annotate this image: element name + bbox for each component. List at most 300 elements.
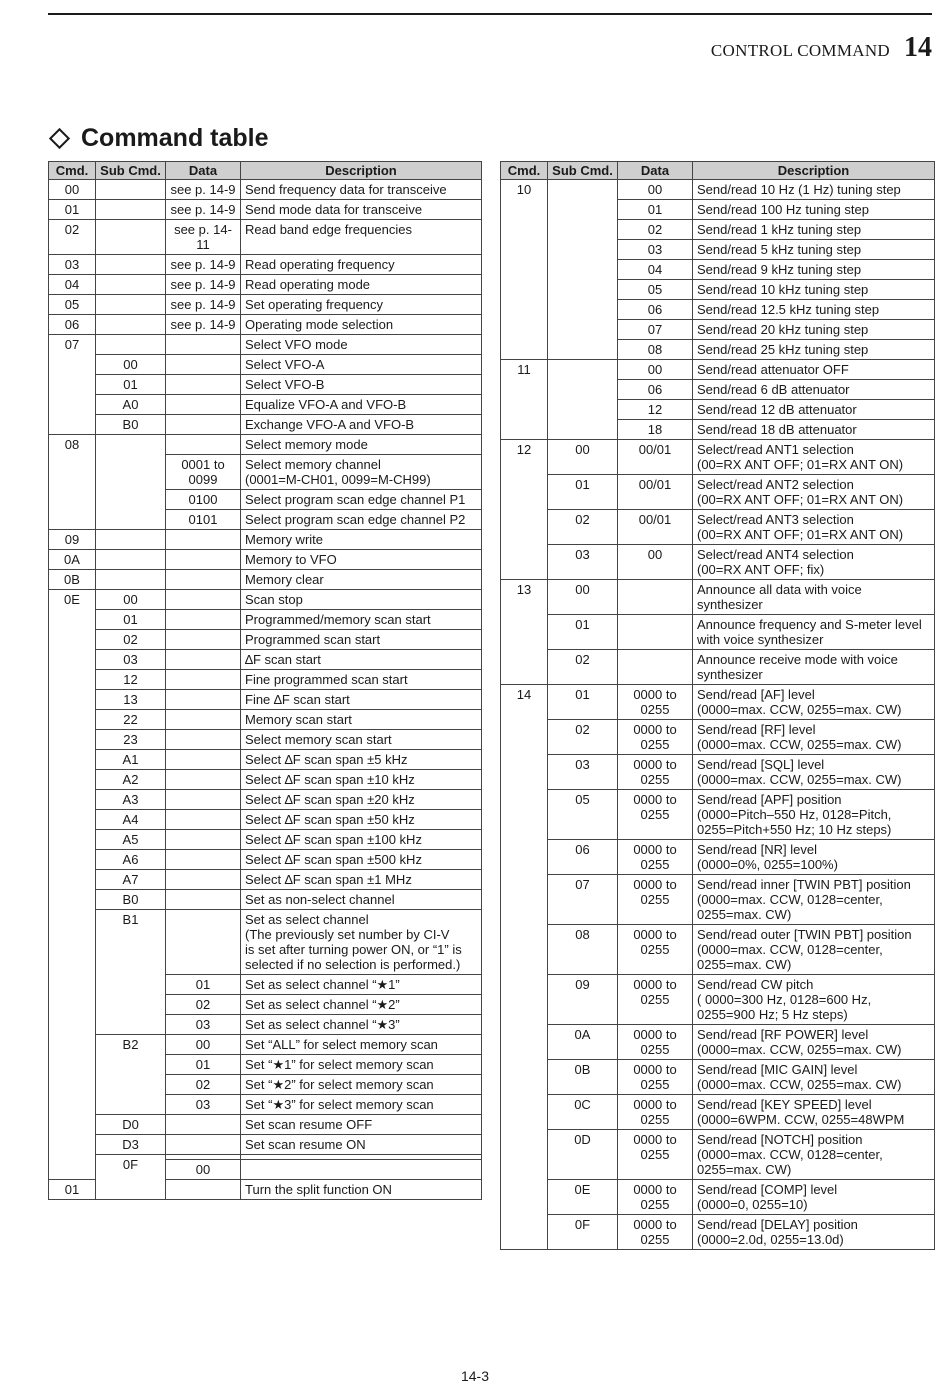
description-cell: [241, 910, 482, 975]
cmd-cell: [501, 180, 548, 360]
description-cell: [241, 435, 482, 455]
data-cell: [618, 615, 693, 650]
data-cell-text: see p. 14-9: [170, 277, 236, 292]
description-cell: [693, 220, 935, 240]
sub-cmd-cell-text: B2: [122, 1037, 139, 1052]
description-cell-text: Set as non-select channel: [245, 892, 395, 907]
sub-cmd-cell: [548, 925, 618, 975]
table-row: [49, 395, 482, 415]
description-cell-text: Send/read [KEY SPEED] level (0000=6WPM. CCW, 0255=48WPM: [697, 1097, 905, 1127]
data-cell: [618, 220, 693, 240]
description-cell-text: Read operating frequency: [245, 257, 395, 272]
cmd-cell-text: 0A: [64, 552, 80, 567]
sub-cmd-cell-text: 02: [575, 512, 590, 527]
data-cell: [618, 180, 693, 200]
data-cell-text: see p. 14-11: [174, 222, 232, 252]
sub-cmd-cell-text: 01: [575, 477, 590, 492]
data-cell-text: 00: [195, 1037, 211, 1052]
data-cell: [166, 630, 241, 650]
header-sub-cmd: Sub Cmd.: [548, 162, 618, 180]
sub-cmd-cell-text: A4: [122, 812, 139, 827]
data-cell: [166, 690, 241, 710]
description-cell: [241, 710, 482, 730]
data-cell: [618, 925, 693, 975]
table-row: [49, 890, 482, 910]
data-cell: [166, 395, 241, 415]
description-cell-text: Send/read [MIC GAIN] level (0000=max. CCW, 0255=max. CW): [697, 1062, 902, 1092]
sub-cmd-cell: [96, 530, 166, 550]
description-cell: [241, 630, 482, 650]
data-cell: [618, 300, 693, 320]
data-cell-text: 12: [647, 402, 663, 417]
description-cell-text: Set “★3” for select memory scan: [245, 1097, 434, 1112]
sub-cmd-cell: [548, 755, 618, 790]
data-cell-text: 02: [647, 222, 663, 237]
sub-cmd-cell: [96, 435, 166, 530]
sub-cmd-cell: [96, 590, 166, 610]
sub-cmd-cell-text: 02: [575, 722, 590, 737]
data-cell: [618, 790, 693, 840]
sub-cmd-cell-text: B0: [122, 892, 139, 907]
data-cell: [166, 315, 241, 335]
cmd-cell: [49, 335, 96, 435]
data-cell: [618, 685, 693, 720]
sub-cmd-cell: [96, 890, 166, 910]
description-cell-text: Select/read ANT2 selection (00=RX ANT OFF; 01=RX ANT ON): [697, 477, 904, 507]
sub-cmd-cell: [548, 1060, 618, 1095]
sub-cmd-cell: [96, 570, 166, 590]
data-cell-text: 0000 to 0255: [633, 757, 677, 787]
data-cell: [166, 850, 241, 870]
sub-cmd-cell-text: 0D: [574, 1132, 591, 1147]
data-cell: [166, 550, 241, 570]
cmd-cell-text: 00: [64, 182, 80, 197]
description-cell-text: Send/read [DELAY] position (0000=2.0d, 0255=13.0d): [697, 1217, 858, 1247]
table-row: [501, 755, 935, 790]
description-cell-text: Memory write: [245, 532, 324, 547]
description-cell: [241, 975, 482, 995]
data-cell: [618, 580, 693, 615]
sub-cmd-cell: [96, 730, 166, 750]
sub-cmd-cell: [548, 975, 618, 1025]
table-row: [501, 475, 935, 510]
description-cell-text: Set “★1” for select memory scan: [245, 1057, 434, 1072]
description-cell-text: Operating mode selection: [245, 317, 394, 332]
sub-cmd-cell-text: 0E: [574, 1182, 591, 1197]
sub-cmd-cell-text: A5: [122, 832, 139, 847]
section-heading: [48, 124, 269, 153]
data-cell: [618, 1180, 693, 1215]
table-row: [501, 925, 935, 975]
table-row: [49, 335, 482, 355]
description-cell: [693, 685, 935, 720]
data-cell: [618, 875, 693, 925]
sub-cmd-cell-text: 0B: [574, 1062, 591, 1077]
cmd-cell: [501, 685, 548, 1250]
sub-cmd-cell: [548, 840, 618, 875]
sub-cmd-cell-text: 23: [123, 732, 138, 747]
description-cell-text: Set as select channel “★2”: [245, 997, 400, 1012]
table-row: [501, 1130, 935, 1180]
sub-cmd-cell-text: 22: [123, 712, 138, 727]
sub-cmd-cell: [548, 1130, 618, 1180]
cmd-cell-text: 08: [64, 437, 80, 452]
description-cell: [241, 550, 482, 570]
table-row: [49, 630, 482, 650]
command-table-left: [48, 161, 482, 1200]
sub-cmd-cell: [548, 650, 618, 685]
description-cell-text: Select memory mode: [245, 437, 368, 452]
table-row: [501, 580, 935, 615]
data-cell: [618, 755, 693, 790]
data-cell-text: 00/01: [638, 477, 672, 492]
sub-cmd-cell: [548, 790, 618, 840]
description-cell-text: Send mode data for transceive: [245, 202, 423, 217]
description-cell: [693, 1095, 935, 1130]
data-cell-text: 04: [647, 262, 663, 277]
sub-cmd-cell: [96, 850, 166, 870]
cmd-cell: [501, 580, 548, 685]
cmd-cell-text: 01: [64, 1182, 80, 1197]
table-row: [49, 670, 482, 690]
table-row: [501, 440, 935, 475]
diamond-icon: [49, 128, 70, 149]
sub-cmd-cell-text: 02: [575, 652, 590, 667]
description-cell: [241, 295, 482, 315]
description-cell: [241, 395, 482, 415]
sub-cmd-cell-text: 03: [123, 652, 138, 667]
description-cell: [693, 420, 935, 440]
table-row: [49, 570, 482, 590]
sub-cmd-cell-text: 0C: [574, 1097, 591, 1112]
table-row: [49, 255, 482, 275]
data-cell: [166, 335, 241, 355]
data-cell-text: 00: [647, 182, 663, 197]
description-cell: [241, 730, 482, 750]
sub-cmd-cell-text: 02: [123, 632, 138, 647]
data-cell: [166, 975, 241, 995]
data-cell: [618, 380, 693, 400]
description-cell-text: Send/read [AF] level (0000=max. CCW, 0255=max. CW): [697, 687, 902, 717]
description-cell: [693, 1025, 935, 1060]
description-cell-text: Send/read outer [TWIN PBT] position (0000=max. CCW, 0128=center, 0255=max. CW): [697, 927, 912, 972]
table-row: [49, 275, 482, 295]
command-table-right: [500, 161, 935, 1250]
description-cell-text: Read operating mode: [245, 277, 371, 292]
data-cell: [618, 200, 693, 220]
description-cell: [241, 530, 482, 550]
data-cell: [166, 200, 241, 220]
sub-cmd-cell-text: D0: [122, 1117, 139, 1132]
description-cell: [241, 220, 482, 255]
data-cell-text: 0100: [188, 492, 218, 507]
data-cell: [618, 1025, 693, 1060]
sub-cmd-cell: [96, 550, 166, 570]
data-cell: [166, 275, 241, 295]
description-cell-text: Send/read CW pitch ( 0000=300 Hz, 0128=600 Hz, 0255=900 Hz; 5 Hz steps): [697, 977, 872, 1022]
table-row: [49, 690, 482, 710]
sub-cmd-cell: [548, 1215, 618, 1250]
sub-cmd-cell-text: 07: [575, 877, 590, 892]
description-cell-text: Select/read ANT1 selection (00=RX ANT OFF; 01=RX ANT ON): [697, 442, 904, 472]
description-cell-text: Send/read 18 dB attenuator: [697, 422, 857, 437]
data-cell: [618, 320, 693, 340]
sub-cmd-cell-text: 08: [575, 927, 590, 942]
description-cell: [241, 1180, 482, 1200]
description-cell-text: Exchange VFO-A and VFO-B: [245, 417, 415, 432]
sub-cmd-cell: [96, 220, 166, 255]
sub-cmd-cell: [96, 610, 166, 630]
sub-cmd-cell-text: 00: [575, 442, 590, 457]
cmd-cell: [501, 360, 548, 440]
table-row: [49, 810, 482, 830]
data-cell-text: 00: [647, 362, 663, 377]
description-cell-text: Set “ALL” for select memory scan: [245, 1037, 438, 1052]
description-cell: [241, 870, 482, 890]
data-cell-text: 06: [647, 302, 663, 317]
table-row: [49, 220, 482, 255]
data-cell: [166, 415, 241, 435]
table-header-row: [501, 162, 935, 180]
description-cell-text: Send/read [SQL] level (0000=max. CCW, 0255=max. CW): [697, 757, 902, 787]
data-cell: [618, 260, 693, 280]
description-cell-text: Select program scan edge channel P2: [245, 512, 466, 527]
sub-cmd-cell: [96, 650, 166, 670]
description-cell: [693, 615, 935, 650]
data-cell: [166, 870, 241, 890]
table-row: [501, 790, 935, 840]
description-cell: [693, 340, 935, 360]
data-cell: [166, 810, 241, 830]
sub-cmd-cell: [96, 315, 166, 335]
table-row: [501, 720, 935, 755]
data-cell-text: 00/01: [638, 442, 672, 457]
data-cell: [166, 1135, 241, 1155]
description-cell: [693, 580, 935, 615]
description-cell-text: Select memory scan start: [245, 732, 392, 747]
description-cell: [693, 360, 935, 380]
data-cell-text: 07: [647, 322, 663, 337]
sub-cmd-cell: [548, 510, 618, 545]
table-row: [49, 650, 482, 670]
sub-cmd-cell-text: A0: [122, 397, 139, 412]
description-cell-text: Send/read 25 kHz tuning step: [697, 342, 869, 357]
data-cell-text: 0000 to 0255: [633, 1132, 677, 1162]
data-cell-text: 01: [195, 977, 211, 992]
top-rule: [48, 13, 932, 15]
data-cell: [166, 590, 241, 610]
description-cell: [241, 1015, 482, 1035]
description-cell: [241, 455, 482, 490]
sub-cmd-cell: [96, 395, 166, 415]
description-cell: [693, 475, 935, 510]
sub-cmd-cell: [96, 670, 166, 690]
data-cell: [166, 530, 241, 550]
table-row: [49, 850, 482, 870]
data-cell: [166, 490, 241, 510]
data-cell-text: 08: [647, 342, 663, 357]
data-cell-text: 00/01: [638, 512, 672, 527]
description-cell: [241, 1035, 482, 1055]
description-cell-text: Announce all data with voice synthesizer: [697, 582, 862, 612]
data-cell: [166, 1095, 241, 1115]
data-cell: [618, 1130, 693, 1180]
sub-cmd-cell: [548, 440, 618, 475]
cmd-cell-text: 07: [64, 337, 80, 352]
header-cmd: Cmd.: [49, 162, 96, 180]
data-cell: [166, 710, 241, 730]
description-cell: [693, 300, 935, 320]
data-cell-text: 0000 to 0255: [633, 927, 677, 957]
data-cell: [166, 1055, 241, 1075]
cmd-cell: [49, 275, 96, 295]
data-cell-text: 0000 to 0255: [633, 722, 677, 752]
data-cell-text: 05: [647, 282, 663, 297]
description-cell-text: Select/read ANT4 selection (00=RX ANT OFF; fix): [697, 547, 854, 577]
header-data: Data: [618, 162, 693, 180]
table-row: [49, 530, 482, 550]
sub-cmd-cell-text: A1: [122, 752, 139, 767]
data-cell-text: 0001 to 0099: [181, 457, 225, 487]
description-cell-text: Send/read 12.5 kHz tuning step: [697, 302, 880, 317]
section-title: Command table: [81, 124, 269, 152]
data-cell: [166, 910, 241, 975]
description-cell-text: Send/read 9 kHz tuning step: [697, 262, 862, 277]
data-cell: [166, 650, 241, 670]
data-cell: [166, 770, 241, 790]
sub-cmd-cell-text: 12: [123, 672, 138, 687]
data-cell: [166, 830, 241, 850]
sub-cmd-cell-text: 00: [575, 582, 590, 597]
description-cell-text: Send/read [COMP] level (0000=0, 0255=10): [697, 1182, 838, 1212]
description-cell-text: Send/read 10 kHz tuning step: [697, 282, 869, 297]
table-row: [49, 610, 482, 630]
sub-cmd-cell: [548, 180, 618, 360]
sub-cmd-cell-text: 01: [575, 687, 590, 702]
sub-cmd-cell-text: 01: [123, 377, 138, 392]
data-cell: [166, 790, 241, 810]
table-row: [49, 910, 482, 975]
description-cell: [241, 1055, 482, 1075]
sub-cmd-cell: [96, 690, 166, 710]
table-row: [501, 1095, 935, 1130]
table-header-row: [49, 162, 482, 180]
table-row: [49, 750, 482, 770]
sub-cmd-cell: [548, 875, 618, 925]
description-cell-text: Set as select channel (The previously set number by CI-V is set after turning power ON, or “1” is selected if no selection is performed.): [245, 912, 462, 972]
table-row: [49, 770, 482, 790]
data-cell: [618, 510, 693, 545]
data-cell-text: 00: [195, 1162, 211, 1177]
description-cell: [241, 590, 482, 610]
sub-cmd-cell: [96, 180, 166, 200]
description-cell: [693, 400, 935, 420]
description-cell: [693, 380, 935, 400]
table-row: [501, 1215, 935, 1250]
cmd-cell: [49, 435, 96, 530]
description-cell: [693, 200, 935, 220]
table-row: [501, 1060, 935, 1095]
description-cell-text: Programmed/memory scan start: [245, 612, 431, 627]
description-cell-text: Send/read attenuator OFF: [697, 362, 849, 377]
data-cell: [618, 280, 693, 300]
description-cell-text: Send/read 6 dB attenuator: [697, 382, 850, 397]
cmd-cell-text: 09: [64, 532, 80, 547]
table-row: [49, 355, 482, 375]
header-cmd: Cmd.: [501, 162, 548, 180]
description-cell-text: Fine programmed scan start: [245, 672, 408, 687]
description-cell-text: Send/read 1 kHz tuning step: [697, 222, 862, 237]
description-cell-text: Select ∆F scan span ±10 kHz: [245, 772, 415, 787]
data-cell: [618, 360, 693, 380]
sub-cmd-cell: [548, 475, 618, 510]
sub-cmd-cell-text: B1: [122, 912, 139, 927]
data-cell-text: 03: [195, 1097, 211, 1112]
description-cell: [241, 355, 482, 375]
description-cell: [693, 790, 935, 840]
data-cell: [618, 1215, 693, 1250]
data-cell: [166, 355, 241, 375]
data-cell-text: see p. 14-9: [170, 202, 236, 217]
cmd-cell: [49, 255, 96, 275]
table-row: [49, 295, 482, 315]
cmd-cell: [49, 200, 96, 220]
table-row: [49, 315, 482, 335]
cmd-cell-text: 0B: [64, 572, 80, 587]
header-description: Description: [693, 162, 935, 180]
cmd-cell-text: 02: [64, 222, 80, 237]
table-row: [49, 730, 482, 750]
sub-cmd-cell-text: 00: [123, 592, 138, 607]
description-cell: [241, 415, 482, 435]
sub-cmd-cell: [96, 750, 166, 770]
description-cell-text: Send/read [RF] level (0000=max. CCW, 0255=max. CW): [697, 722, 902, 752]
description-cell-text: Set scan resume ON: [245, 1137, 366, 1152]
description-cell: [693, 440, 935, 475]
description-cell: [693, 755, 935, 790]
description-cell-text: Send/read 20 kHz tuning step: [697, 322, 869, 337]
description-cell: [241, 890, 482, 910]
description-cell: [693, 1060, 935, 1095]
description-cell: [241, 850, 482, 870]
table-row: [49, 590, 482, 610]
sub-cmd-cell-text: 06: [575, 842, 590, 857]
description-cell-text: Select VFO-B: [245, 377, 325, 392]
description-cell: [693, 280, 935, 300]
data-cell-text: 01: [195, 1057, 211, 1072]
data-cell-text: 00: [647, 547, 663, 562]
sub-cmd-cell-text: D3: [122, 1137, 139, 1152]
data-cell: [618, 440, 693, 475]
description-cell: [241, 1135, 482, 1155]
description-cell: [241, 275, 482, 295]
cmd-cell-text: 11: [517, 362, 531, 377]
data-cell: [166, 1160, 241, 1180]
table-row: [49, 180, 482, 200]
sub-cmd-cell: [96, 1155, 166, 1200]
description-cell-text: Select VFO mode: [245, 337, 348, 352]
description-cell-text: Set as select channel “★1”: [245, 977, 400, 992]
sub-cmd-cell-text: 01: [123, 612, 138, 627]
page-number: 14-3: [460, 1368, 490, 1384]
data-cell: [618, 840, 693, 875]
table-row: [501, 650, 935, 685]
data-cell: [618, 1095, 693, 1130]
header-data: Data: [166, 162, 241, 180]
sub-cmd-cell: [548, 1025, 618, 1060]
description-cell: [241, 610, 482, 630]
description-cell: [241, 830, 482, 850]
